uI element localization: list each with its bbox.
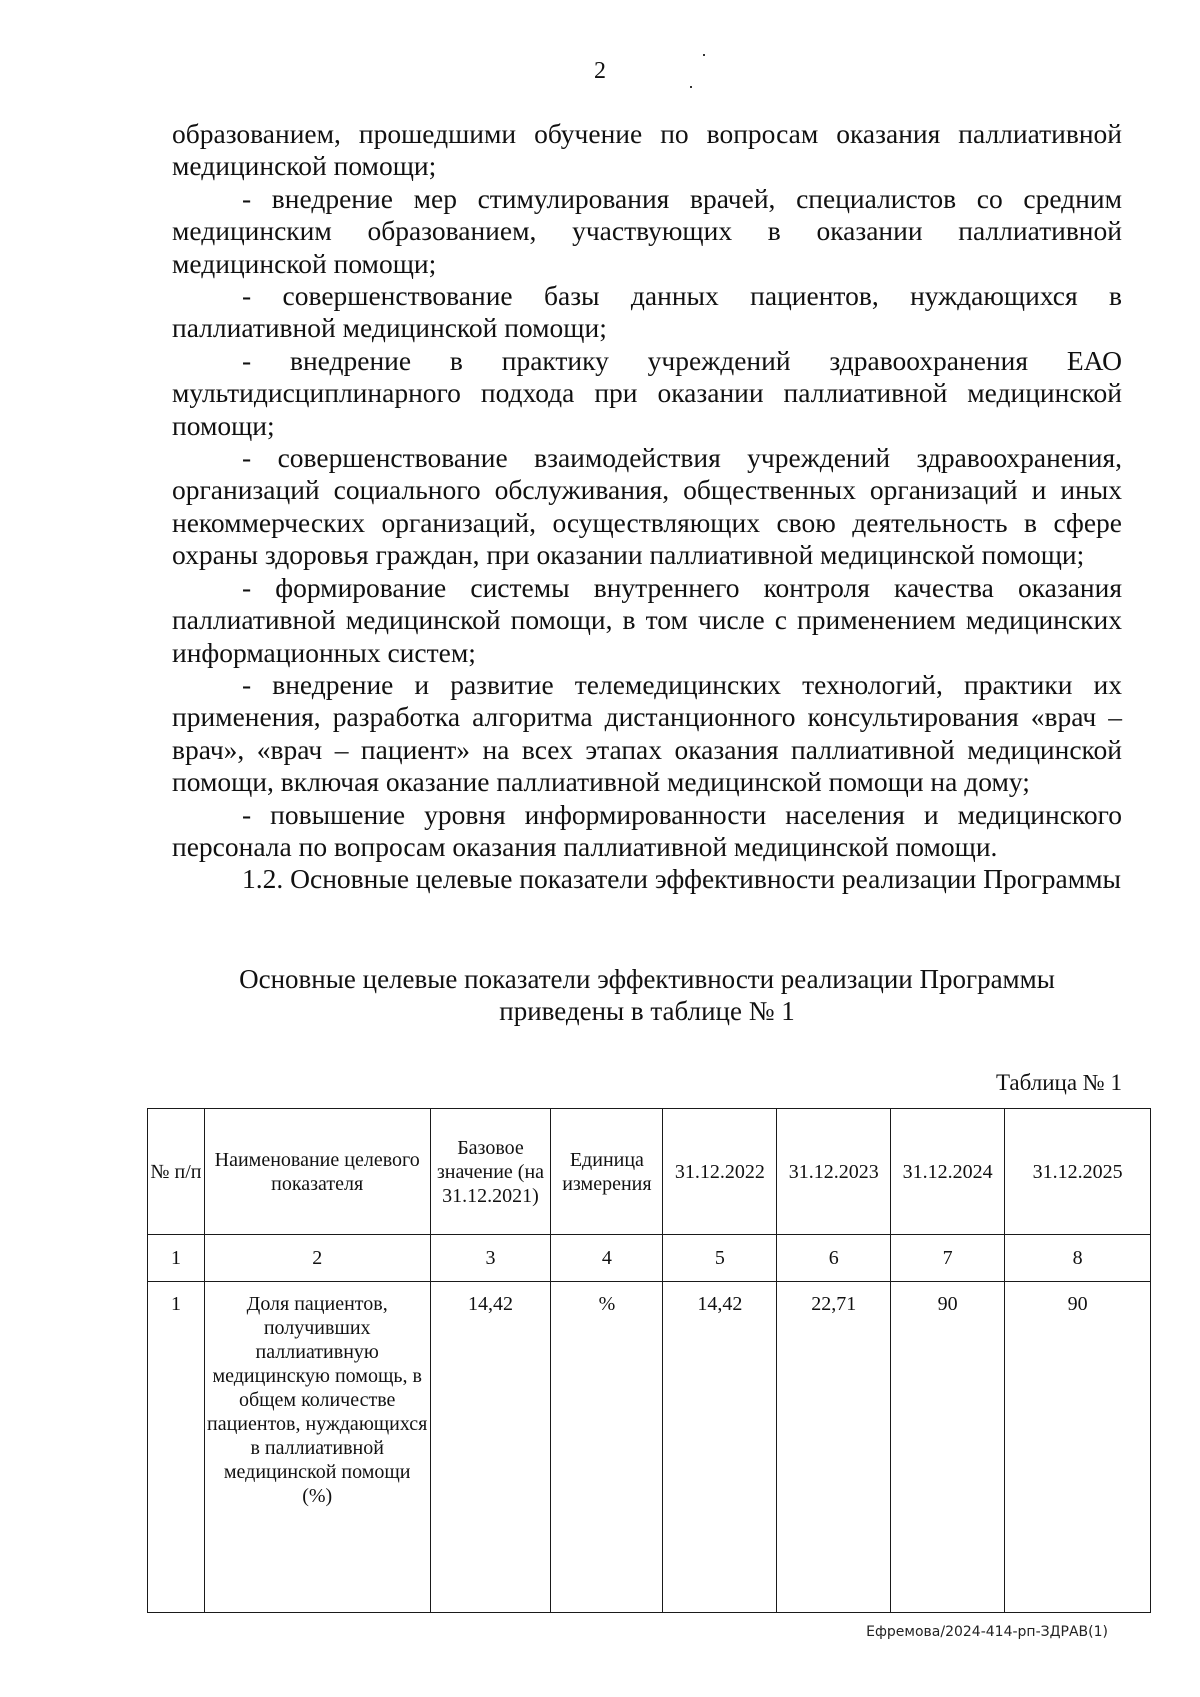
- column-number-cell: 3: [430, 1235, 551, 1282]
- indicators-table: [147, 1108, 1151, 1613]
- row-number-cell: 1: [148, 1282, 205, 1613]
- paragraph: - повышение уровня информированности населения и медицинского персонала по вопросам оказания паллиативной медицинской помощи.: [172, 798, 1122, 862]
- header-cell-2024: 31.12.2024: [891, 1109, 1005, 1235]
- paragraph: - формирование системы внутреннего контроля качества оказания паллиативной медицинской помощи, в том числе с применением медицинских информационных систем;: [172, 571, 1122, 668]
- value-2024-cell: 90: [891, 1282, 1005, 1613]
- column-number-cell: 8: [1005, 1235, 1151, 1282]
- column-number-row: [148, 1235, 1151, 1282]
- body-text: [172, 118, 1122, 896]
- table-number: Таблица № 1: [995, 1070, 1122, 1095]
- header-cell-2022: 31.12.2022: [663, 1109, 777, 1235]
- table-header-row: [148, 1109, 1151, 1235]
- column-number-cell: 7: [891, 1235, 1005, 1282]
- header-cell-2025: 31.12.2025: [1005, 1109, 1151, 1235]
- column-number-cell: 6: [777, 1235, 891, 1282]
- header-cell-unit: Единица измерения: [551, 1109, 663, 1235]
- column-number-cell: 1: [148, 1235, 205, 1282]
- header-cell-number: № п/п: [148, 1109, 205, 1235]
- header-cell-name: Наименование целевого показателя: [204, 1109, 430, 1235]
- indicator-name-cell: Доля пациентов, получивших паллиативную медицинскую помощь, в общем количестве пациентов, нуждающихся в паллиативной медицинской помощи (%): [204, 1282, 430, 1613]
- value-2023-cell: 22,71: [777, 1282, 891, 1613]
- value-2022-cell: 14,42: [663, 1282, 777, 1613]
- base-value-cell: 14,42: [430, 1282, 551, 1613]
- header-cell-base: Базовое значение (на 31.12.2021): [430, 1109, 551, 1235]
- paragraph: - совершенствование взаимодействия учреждений здравоохранения, организаций социального обслуживания, общественных организаций и иных некоммерческих организаций, осуществляющих свою деятельность в сфере охраны здоровья граждан, при оказании паллиативной медицинской помощи;: [172, 442, 1122, 571]
- column-number-cell: 5: [663, 1235, 777, 1282]
- table-caption: [172, 963, 1122, 1027]
- table-caption-line: приведены в таблице № 1: [499, 996, 795, 1026]
- paragraph: - внедрение в практику учреждений здравоохранения ЕАО мультидисциплинарного подхода при оказании паллиативной медицинской помощи;: [172, 344, 1122, 441]
- scan-speck: [703, 54, 705, 56]
- page-number: 2: [594, 58, 606, 84]
- paragraph: - внедрение и развитие телемедицинских технологий, практики их применения, разработка алгоритма дистанционного консультирования «врач – врач», «врач – пациент» на всех этапах оказания паллиативной медицинской помощи, включая оказание паллиативной медицинской помощи на дому;: [172, 668, 1122, 798]
- scan-speck: [690, 86, 692, 88]
- value-2025-cell: 90: [1005, 1282, 1151, 1613]
- unit-cell: %: [551, 1282, 663, 1613]
- paragraph: - совершенствование базы данных пациентов, нуждающихся в паллиативной медицинской помощи;: [172, 280, 1122, 344]
- table-caption-line: Основные целевые показатели эффективности реализации Программы: [239, 964, 1055, 994]
- paragraph: образованием, прошедшими обучение по вопросам оказания паллиативной медицинской помощи;: [172, 118, 1122, 182]
- footer-stamp: Ефремова/2024-414-рп-ЗДРАВ(1): [866, 1624, 1108, 1640]
- table-row: [148, 1282, 1151, 1613]
- header-cell-2023: 31.12.2023: [777, 1109, 891, 1235]
- section-heading: 1.2. Основные целевые показатели эффективности реализации Программы: [242, 863, 1121, 895]
- column-number-cell: 2: [204, 1235, 430, 1282]
- paragraph: - внедрение мер стимулирования врачей, специалистов со средним медицинским образованием, участвующих в оказании паллиативной медицинской помощи;: [172, 182, 1122, 279]
- column-number-cell: 4: [551, 1235, 663, 1282]
